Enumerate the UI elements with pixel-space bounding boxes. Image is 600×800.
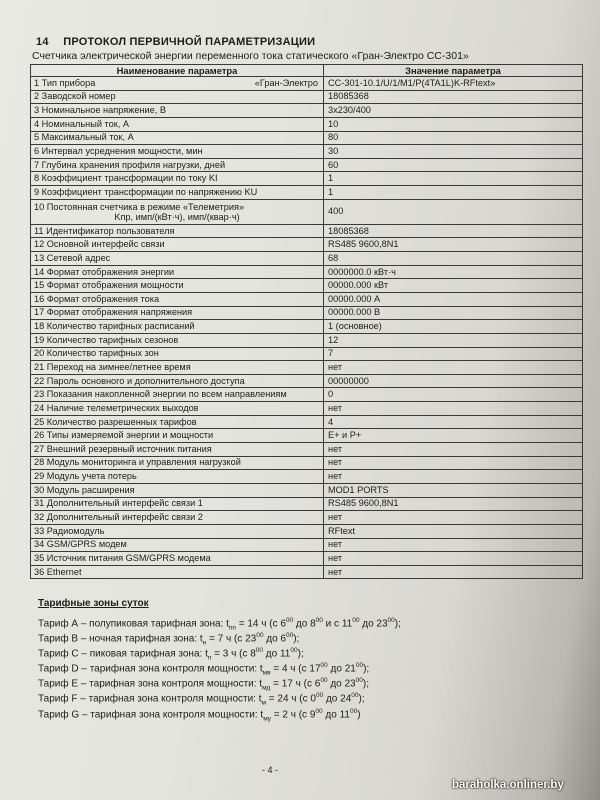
table-row <box>31 90 583 104</box>
table-row <box>31 388 583 402</box>
param-value: СС-301-10.1/U/1/M1/P(4TA1L)K-RFtext» <box>324 77 583 91</box>
param-value: 00000000 <box>324 374 583 388</box>
param-name: 6 Интервал усреднения мощности, мин <box>31 145 324 159</box>
param-value: нет <box>324 470 583 484</box>
param-value: нет <box>324 361 583 375</box>
table-row <box>31 361 583 375</box>
table-row <box>31 306 583 320</box>
param-value: нет <box>324 565 583 579</box>
param-name: 21 Переход на зимнее/летнее время <box>31 361 324 375</box>
table-row <box>31 77 583 91</box>
param-value: MOD1 PORTS <box>324 483 583 497</box>
param-name: 5 Максимальный ток, А <box>31 131 324 145</box>
param-value: нет <box>324 402 583 416</box>
param-name: 33 Радиомодуль <box>31 524 324 538</box>
param-value: 12 <box>324 333 583 347</box>
param-name: 25 Количество разрешенных тарифов <box>31 415 324 429</box>
tariff-zone-line: Тариф D – тарифная зона контроля мощности: $t_{мв} = 4$ ч (с $17^{00}$ до $21^{00}$); <box>38 662 370 677</box>
table-row <box>31 565 583 579</box>
section-heading <box>36 36 315 48</box>
param-value: 18085368 <box>324 90 583 104</box>
param-value: нет <box>324 443 583 457</box>
param-value: нет <box>324 538 583 552</box>
table-row <box>31 333 583 347</box>
param-name: 14 Формат отображения энергии <box>31 265 324 279</box>
param-value: 400 <box>324 199 583 224</box>
table-row <box>31 456 583 470</box>
param-value: RS485 9600,8N1 <box>324 497 583 511</box>
param-name: 24 Наличие телеметрических выходов <box>31 402 324 416</box>
table-row <box>31 320 583 334</box>
param-value: RFtext <box>324 524 583 538</box>
param-name: 16 Формат отображения тока <box>31 292 324 306</box>
table-row <box>31 552 583 566</box>
param-name: 13 Сетевой адрес <box>31 252 324 266</box>
param-name: 12 Основной интерфейс связи <box>31 238 324 252</box>
param-value: 00000.000 В <box>324 306 583 320</box>
table-row <box>31 252 583 266</box>
param-value: 1 <box>324 172 583 186</box>
page-number: - 4 - <box>262 765 279 775</box>
table-row <box>31 238 583 252</box>
param-name: 7 Глубина хранения профиля нагрузки, дней <box>31 158 324 172</box>
param-name: 31 Дополнительный интерфейс связи 1 <box>31 497 324 511</box>
tariff-zone-line: Тариф В – ночная тарифная зона: $t_н = 7$ ч (с $23^{00}$ до $6^{00}$); <box>38 632 300 647</box>
table-row <box>31 224 583 238</box>
param-name: 29 Модуль учета потерь <box>31 470 324 484</box>
tariff-zone-line: Тариф А – полупиковая тарифная зона: $t_{пп} = 14$ ч (с $6^{00}$ до $8^{00}$ и с $11^{00}$ до $23^{00}$); <box>38 617 401 632</box>
table-row <box>31 145 583 159</box>
tariff-zone-line: Тариф Е – тарифная зона контроля мощности: $t_{мд} = 17$ ч (с $6^{00}$ до $23^{00}$); <box>38 677 369 692</box>
param-value: 1 (основное) <box>324 320 583 334</box>
table-row <box>31 483 583 497</box>
column-header-name: Наименование параметра <box>31 65 324 77</box>
table-row <box>31 104 583 118</box>
param-name: 3 Номинальное напряжение, В <box>31 104 324 118</box>
table-row <box>31 524 583 538</box>
param-name: 17 Формат отображения напряжения <box>31 306 324 320</box>
table-row <box>31 415 583 429</box>
param-unit: Kпр, имп/(кВт·ч), имп/(квар·ч) <box>114 211 240 222</box>
param-name: 4 Номинальный ток, А <box>31 117 324 131</box>
param-value: 3х230/400 <box>324 104 583 118</box>
param-name: 11 Идентификатор пользователя <box>31 224 324 238</box>
table-row <box>31 511 583 525</box>
table-row <box>31 158 583 172</box>
param-name: 22 Пароль основного и дополнительного доступа <box>31 374 324 388</box>
param-name: 23 Показания накопленной энергии по всем направлениям <box>31 388 324 402</box>
table-row <box>31 172 583 186</box>
tariff-zone-line: Тариф С – пиковая тарифная зона: $t_п = 3$ ч (с $8^{00}$ до $11^{00}$); <box>38 647 304 662</box>
param-value: 7 <box>324 347 583 361</box>
document-subtitle: Счетчика электрической энергии переменного тока статического «Гран-Электро СС-301» <box>32 50 469 62</box>
param-value: RS485 9600,8N1 <box>324 238 583 252</box>
param-value: 10 <box>324 117 583 131</box>
tariff-zone-line: Тариф F – тарифная зона контроля мощности: $t_м = 24$ ч (с $0^{00}$ до $24^{00}$); <box>38 692 365 707</box>
table-row <box>31 374 583 388</box>
param-name: 15 Формат отображения мощности <box>31 279 324 293</box>
column-header-value: Значение параметра <box>324 65 583 77</box>
tariff-zone-line: Тариф G – тарифная зона контроля мощности: $t_{му} = 2$ ч (с $9^{00}$ до $11^{00}$) <box>38 707 361 722</box>
tariff-zones-section <box>38 598 401 722</box>
param-value: нет <box>324 456 583 470</box>
param-name: 34 GSM/GPRS модем <box>31 538 324 552</box>
table-row <box>31 402 583 416</box>
section-title: ПРОТОКОЛ ПЕРВИЧНОЙ ПАРАМЕТРИЗАЦИИ <box>63 36 316 48</box>
param-value: нет <box>324 552 583 566</box>
table-row <box>31 538 583 552</box>
param-value: 30 <box>324 145 583 159</box>
param-name: 28 Модуль мониторинга и управления нагрузкой <box>31 456 324 470</box>
param-name: 36 Ethernet <box>31 565 324 579</box>
param-value: 4 <box>324 415 583 429</box>
table-row <box>31 279 583 293</box>
param-value: нет <box>324 511 583 525</box>
param-name: 9 Коэффициент трансформации по напряжению KU <box>31 186 324 200</box>
table-row <box>31 429 583 443</box>
table-row <box>31 347 583 361</box>
table-row <box>31 497 583 511</box>
param-name: 35 Источник питания GSM/GPRS модема <box>31 552 324 566</box>
param-value: 0 <box>324 388 583 402</box>
param-value: 00000.000 А <box>324 292 583 306</box>
table-row <box>31 131 583 145</box>
table-header-row <box>31 65 583 77</box>
table-row <box>31 265 583 279</box>
param-name: 20 Количество тарифных зон <box>31 347 324 361</box>
table-row <box>31 199 583 224</box>
param-name: 19 Количество тарифных сезонов <box>31 333 324 347</box>
param-value: 1 <box>324 186 583 200</box>
table-row <box>31 292 583 306</box>
param-name: 10 Постоянная счетчика в режиме «Телеметрия» Kпр, имп/(кВт·ч), имп/(квар·ч) <box>31 199 324 224</box>
tariff-zones-title: Тарифные зоны суток <box>38 598 149 609</box>
param-name: 30 Модуль расширения <box>31 483 324 497</box>
param-value: 68 <box>324 252 583 266</box>
param-value: 0000000.0 кВт·ч <box>324 265 583 279</box>
table-row <box>31 117 583 131</box>
param-name: 1 Тип прибора «Гран-Электро <box>31 77 324 91</box>
param-name: 2 Заводской номер <box>31 90 324 104</box>
section-number: 14 <box>36 36 49 48</box>
param-value: 60 <box>324 158 583 172</box>
param-name: 32 Дополнительный интерфейс связи 2 <box>31 511 324 525</box>
parameters-table <box>30 64 583 579</box>
device-name-fragment: «Гран-Электро <box>254 77 318 88</box>
site-watermark: baraholka.onliner.by <box>452 779 564 791</box>
param-name: 8 Коэффициент трансформации по току KI <box>31 172 324 186</box>
param-value: 00000.000 кВт <box>324 279 583 293</box>
param-value: 80 <box>324 131 583 145</box>
param-value: 18085368 <box>324 224 583 238</box>
param-name: 27 Внешний резервный источник питания <box>31 443 324 457</box>
table-row <box>31 186 583 200</box>
param-name: 18 Количество тарифных расписаний <box>31 320 324 334</box>
param-value: E+ и P+ <box>324 429 583 443</box>
table-row <box>31 470 583 484</box>
table-row <box>31 443 583 457</box>
param-name: 26 Типы измеряемой энергии и мощности <box>31 429 324 443</box>
